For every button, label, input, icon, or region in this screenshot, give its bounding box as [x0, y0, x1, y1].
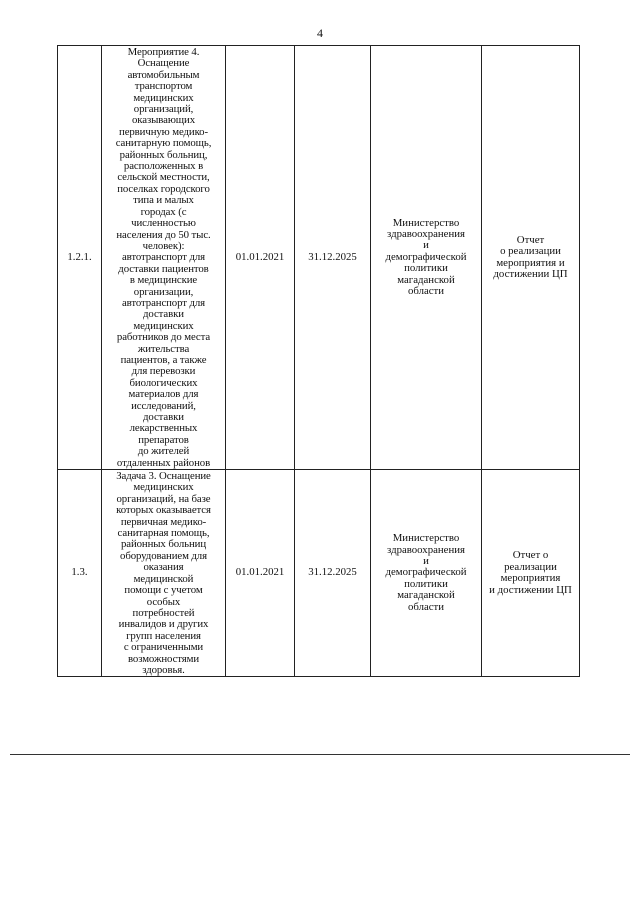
responsible-executor: Министерство здравоохранения и демографической политики магаданской области — [385, 216, 467, 298]
start-date-cell — [226, 470, 295, 677]
report-form: Отчет о реализации мероприятия и достижении ЦП — [489, 549, 572, 596]
end-date: 31.12.2025 — [308, 566, 357, 579]
report-form: Отчет о реализации мероприятия и достижении ЦП — [493, 233, 568, 280]
page-number: 4 — [317, 26, 323, 40]
start-date-cell — [226, 46, 295, 470]
report-cell — [482, 470, 580, 677]
row-number-cell — [58, 46, 102, 470]
measure-description: Мероприятие 4. Оснащение автомобильным транспортом медицинских организаций, оказывающих первичную медико- санитарную помощь, районных больниц, расположенных в сельской местности, поселках городского типа и малых городах (с численностью населения до 50 тыс. человек): автотранспорт для доставки пациентов в медицинские организации, автотранспорт для доставки медицинских работников до места жительства пациентов, а также для перевозки биологических материалов для исследований, доставки лекарственных препаратов до жителей отдаленных районов — [115, 46, 212, 469]
start-date: 01.01.2021 — [235, 566, 285, 579]
row-number: 1.2.1. — [67, 250, 92, 263]
end-date-cell — [295, 46, 371, 470]
responsible-executor: Министерство здравоохранения и демографической политики магаданской области — [385, 532, 467, 613]
report-cell — [482, 46, 580, 470]
description-cell — [102, 46, 226, 470]
end-date: 31.12.2025 — [308, 250, 357, 263]
responsible-cell — [371, 46, 482, 470]
start-date: 01.01.2021 — [235, 250, 285, 263]
end-date-cell — [295, 470, 371, 677]
row-number-cell — [58, 470, 102, 677]
table-row — [58, 470, 580, 677]
measures-table — [57, 45, 580, 677]
row-number: 1.3. — [71, 566, 88, 579]
table-row — [58, 46, 580, 470]
footer-divider — [10, 754, 630, 755]
responsible-cell — [371, 470, 482, 677]
task-description: Задача 3. Оснащение медицинских организаций, на базе которых оказывается первичная медико- санитарная помощь, районных больниц оборудованием для оказания медицинской помощи с учетом особых потребностей инвалидов и других групп населения с ограниченными возможностями здоровья. — [116, 470, 211, 676]
description-cell — [102, 470, 226, 677]
